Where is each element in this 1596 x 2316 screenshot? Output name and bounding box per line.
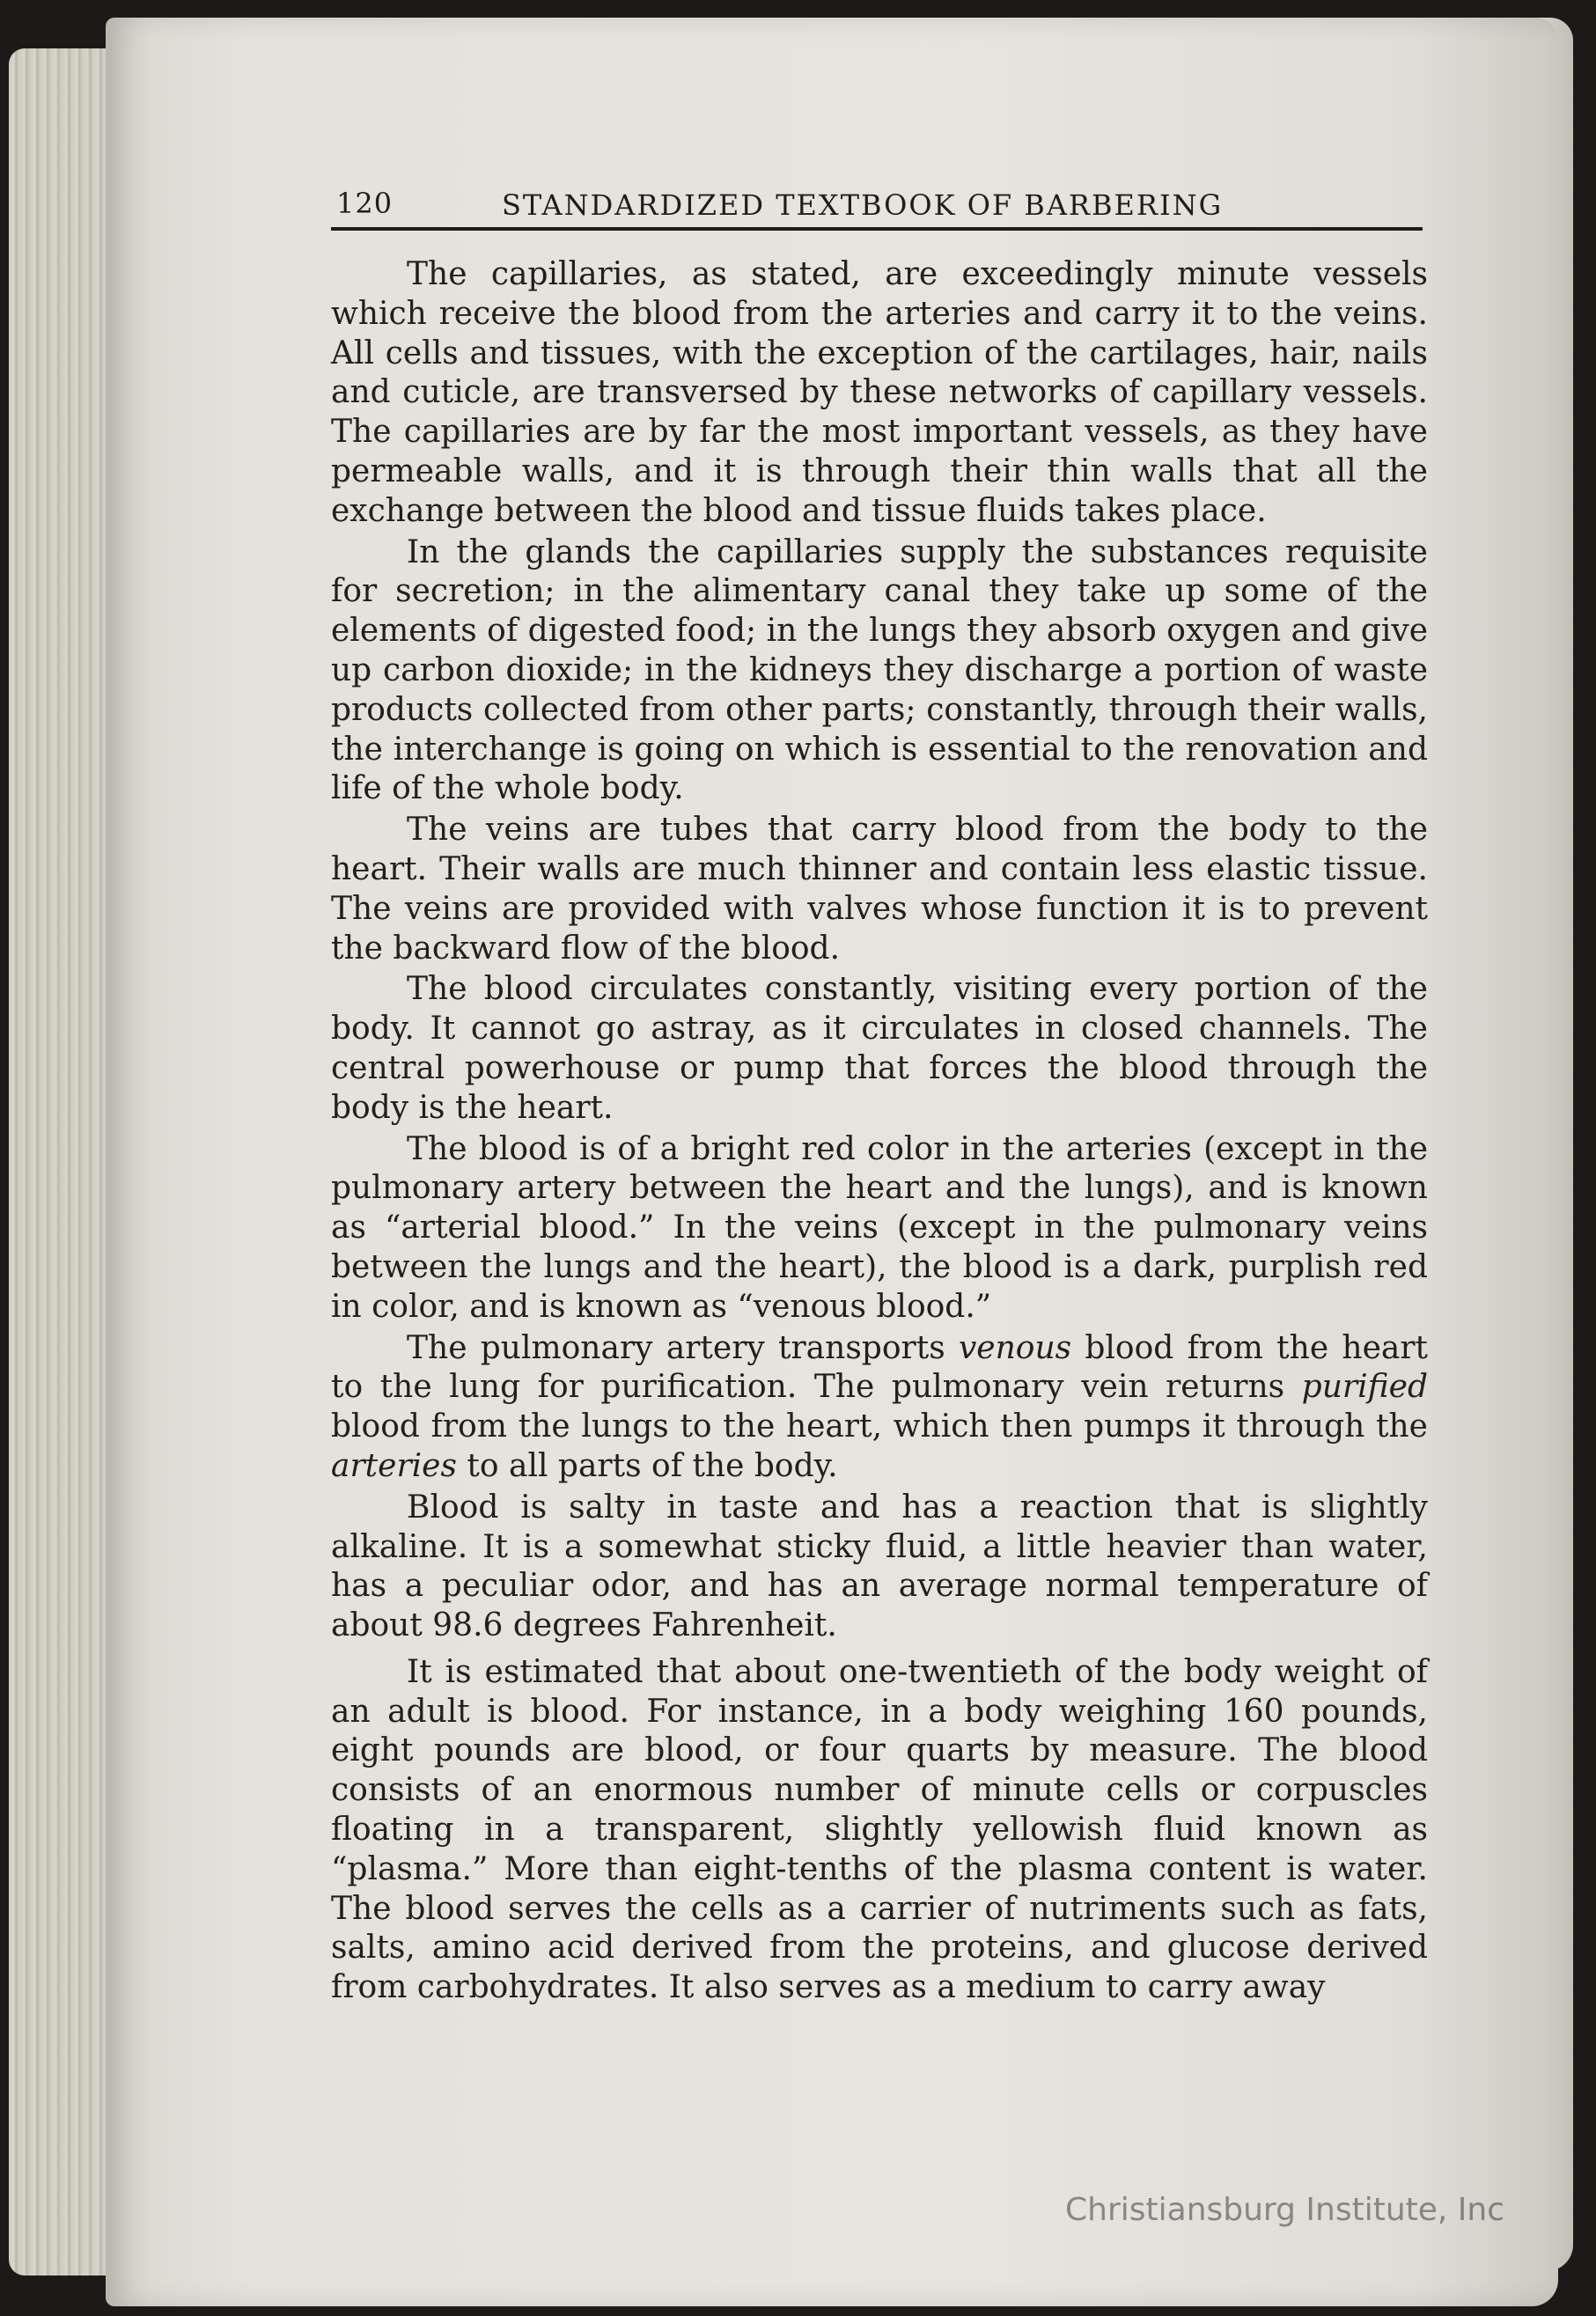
pulmonary-emphasis-arteries: arteries (331, 1447, 457, 1484)
pulmonary-text-2: blood from the heart to the lung for purification. The pulmonary vein returns (331, 1329, 1429, 1406)
paragraph-blood-color: The blood is of a bright red color in the arteries (except in the pulmonary artery between the heart and the lungs), and is known as “arterial blood.” In the veins (except in the pulmonary veins between the lungs and the heart), the blood is a dark, purplish red in color, and is known as “venous blood.” (331, 1130, 1428, 1325)
paragraph-veins: The veins are tubes that carry blood from the body to the heart. Their walls are much thinner and contain less elastic tissue. The veins are provided with valves whose function it is to prevent the backward flow of the blood. (331, 812, 1428, 967)
pulmonary-text-4: to all parts of the body. (456, 1447, 838, 1484)
pulmonary-text-1: The pulmonary artery transports (407, 1329, 959, 1366)
paragraph-blood-weight: It is estimated that about one-twentieth of the body weight of an adult is blood. For instance, in a body weighing 160 pounds, eight pounds are blood, or four quarts by measure. The blood consists of an enormous number of minute cells or corpuscles floating in a transparent, slightly yellowish fluid known as “plasma.” More than eight-tenths of the plasma content is water. The blood serves the cells as a carrier of nutriments such as fats, salts, amino acid derived from the proteins, and glucose derived from carbohydrates. It also serves as a medium to carry away (331, 1653, 1428, 2006)
paragraph-blood-properties: Blood is salty in taste and has a reaction that is slightly alkaline. It is a somewhat sticky fluid, a little heavier than water, has a peculiar odor, and has an average normal temperature of about 98.6 degrees Fahrenheit. (331, 1489, 1428, 1644)
page-number: 120 (336, 187, 393, 220)
paragraph-pulmonary (331, 1329, 1428, 1487)
page-header (331, 181, 1423, 231)
paragraph-capillaries: The capillaries, as stated, are exceedingly minute vessels which receive the blood from the arteries and carry it to the veins. All cells and tissues, with the exception of the cartilages, hair, nails and cuticle, are transversed by these networks of capillary vessels. The capillaries are by far the most important vessels, as they have permeable walls, and it is through their thin walls that all the exchange between the blood and tissue fluids takes place. (331, 256, 1428, 529)
pulmonary-text-3: blood from the lungs to the heart, which then pumps it through the (331, 1408, 1428, 1445)
body-text (331, 255, 1428, 2008)
pulmonary-emphasis-venous: venous (958, 1329, 1072, 1366)
paragraph-glands: In the glands the capillaries supply the substances requisite for secretion; in the alimentary canal they take up some of the elements of digested food; in the lungs they absorb oxygen and give up carbon dioxide; in the kidneys they discharge a portion of waste products collected from other parts; constantly, through their walls, the interchange is going on which is essential to the renovation and life of the whole body. (331, 533, 1428, 807)
watermark-text: Christiansburg Institute, Inc (1065, 2192, 1505, 2228)
running-head: STANDARDIZED TEXTBOOK OF BARBERING (502, 188, 1224, 222)
pulmonary-emphasis-purified: purified (1301, 1369, 1428, 1406)
paragraph-circulation: The blood circulates constantly, visiting every portion of the body. It cannot go astray, as it circulates in closed channels. The central powerhouse or pump that forces the blood through the body is the heart. (331, 971, 1428, 1126)
